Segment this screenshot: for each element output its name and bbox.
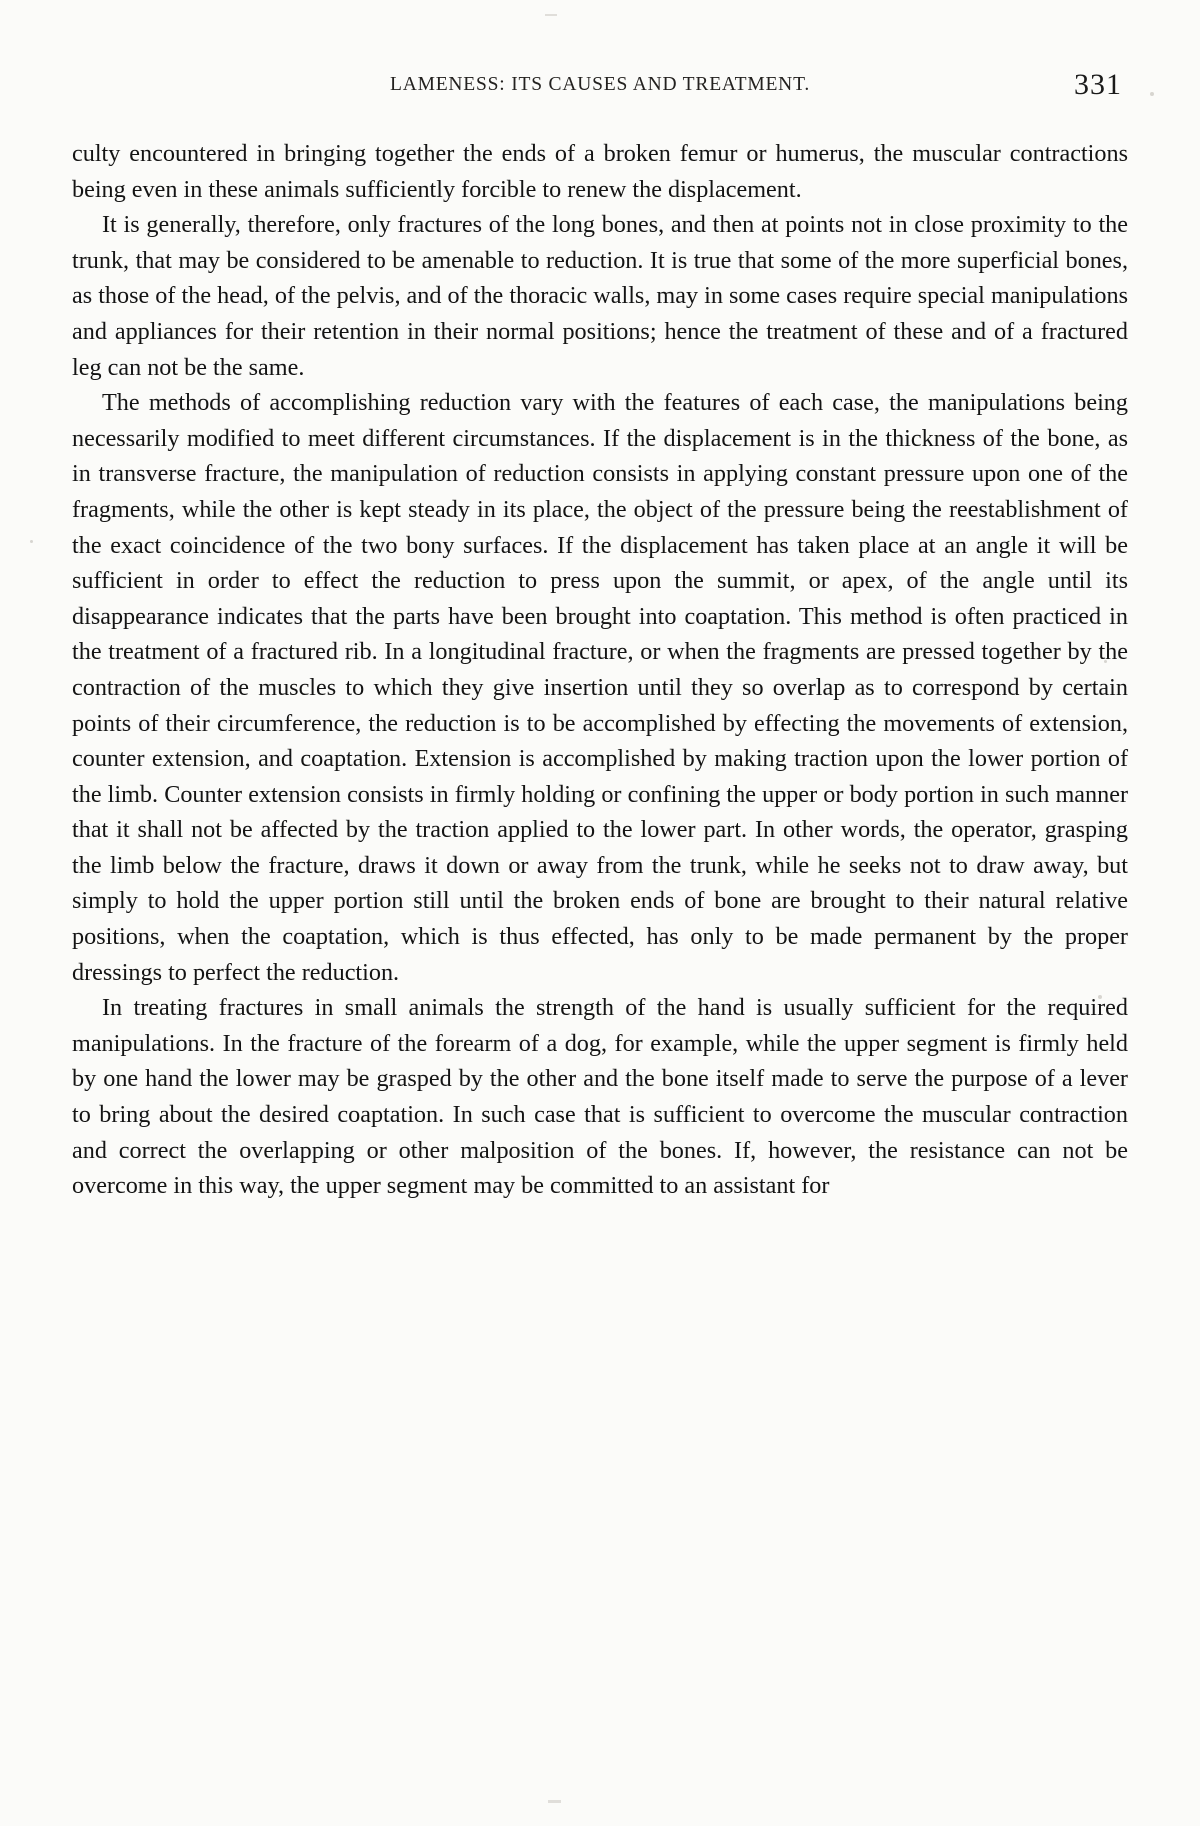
paragraph: It is generally, therefore, only fractures of the long bones, and then at points not in close proximity to the trunk, that may be considered to be amenable to reduction. It is true that some of the more superficial bones, as those of the head, of the pelvis, and of the thoracic walls, may in some cases require special manipulations and appliances for their retention in their normal positions; hence the treatment of these and of a fractured leg can not be the same.	[72, 211, 1128, 381]
page-number: 331	[1074, 68, 1122, 101]
page-content	[72, 68, 1128, 1204]
page-speck-right-upper	[1150, 92, 1154, 96]
paragraph: In treating fractures in small animals the strength of the hand is usually sufficient for the required manipulations. In the fracture of the forearm of a dog, for example, while the upper segment is firmly held by one hand the lower may be grasped by the other and the bone itself made to serve the purpose of a lever to bring about the desired coaptation. In such case that is sufficient to overcome the muscular contraction and correct the overlapping or other malposition of the bones. If, however, the resistance can not be overcome in this way, the upper segment may be committed to an assistant for	[72, 994, 1128, 1200]
paragraph: culty encountered in bringing together the ends of a broken femur or humerus, the muscular contractions being even in these animals sufficiently forcible to renew the displacement.	[72, 140, 1128, 203]
body-text	[72, 136, 1128, 1204]
running-head	[72, 68, 1128, 118]
page-edge-speck-top	[545, 14, 557, 16]
page-speck-left	[30, 540, 33, 543]
running-head-title: LAMENESS: ITS CAUSES AND TREATMENT.	[389, 74, 811, 95]
paragraph: The methods of accomplishing reduction vary with the features of each case, the manipulations being necessarily modified to meet different circumstances. If the displacement is in the thickness of the bone, as in transverse fracture, the manipulation of reduction consists in applying constant pressure upon one of the fragments, while the other is kept steady in its place, the object of the pressure being the reestablishment of the exact coincidence of the two bony surfaces. If the displacement has taken place at an angle it will be sufficient in order to effect the reduction to press upon the summit, or apex, of the angle until its disappearance indicates that the parts have been brought into coaptation. This method is often practiced in the treatment of a fractured rib. In a longitudinal fracture, or when the fragments are pressed together by the contraction of the muscles to which they give insertion until they so overlap as to correspond by certain points of their circumference, the reduction is to be accomplished by effecting the movements of extension, counter extension, and coaptation. Extension is accomplished by making traction upon the lower portion of the limb. Counter extension consists in firmly holding or confining the upper or body portion in such manner that it shall not be affected by the traction applied to the lower part. In other words, the operator, grasping the limb below the fracture, draws it down or away from the trunk, while he seeks not to draw away, but simply to hold the upper portion still until the broken ends of bone are brought to their natural relative positions, when the coaptation, which is thus effected, has only to be made permanent by the proper dressings to perfect the reduction.	[72, 389, 1128, 986]
page-edge-speck-bottom	[548, 1800, 561, 1803]
